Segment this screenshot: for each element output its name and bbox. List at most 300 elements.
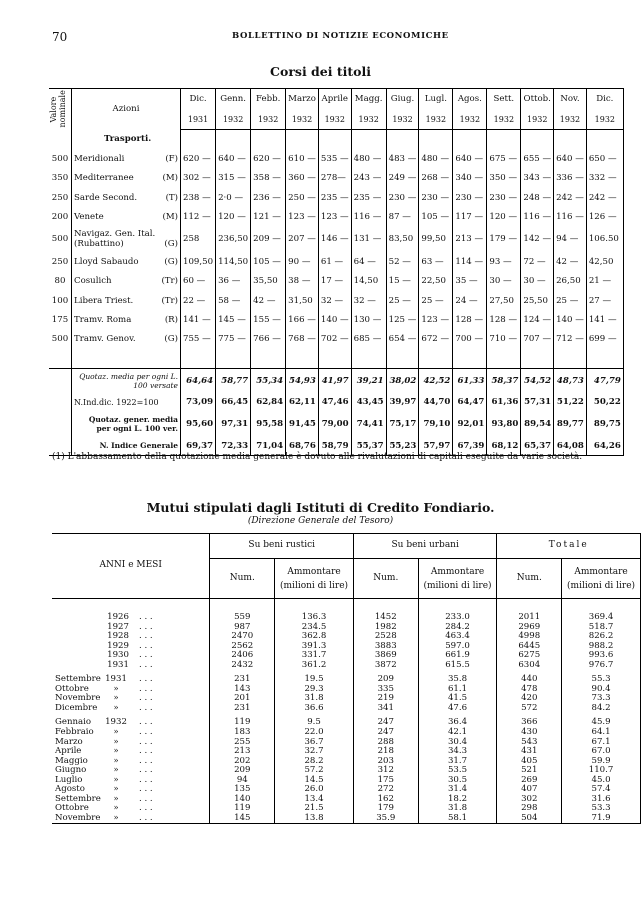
year-label: 1931 <box>107 659 129 670</box>
value-cell: 699 — <box>586 330 623 349</box>
azione-name: Tramv. Genov. <box>74 334 136 345</box>
value-cell: 128 — <box>487 310 521 329</box>
azione-cell <box>72 207 181 226</box>
summary-label: Quotaz. gener. media per ogni L. 100 ver. <box>72 412 181 436</box>
value-cell: 826.2 <box>562 632 641 642</box>
value-cell: 31.6 <box>562 795 641 805</box>
month-label: Marzo <box>55 736 83 747</box>
value-cell: 67.1 <box>562 738 641 748</box>
value-cell: 993.6 <box>562 651 641 661</box>
num-header: Num. <box>497 559 562 599</box>
value-cell: 83,50 <box>386 226 419 252</box>
running-title: BOLLETTINO DI NOTIZIE ECONOMICHE <box>232 31 449 41</box>
group-header: Totale <box>497 534 641 559</box>
value-cell: 213 <box>210 747 275 757</box>
value-cell: 41.5 <box>418 694 497 704</box>
summary-value: 54,52 <box>521 369 554 393</box>
value-cell: 142 — <box>521 226 554 252</box>
value-cell: 42 — <box>554 252 587 271</box>
value-cell: 145 — <box>216 310 251 329</box>
value-cell: 343 — <box>521 169 554 188</box>
month-header: Ottob. <box>521 89 554 110</box>
value-cell: 700 — <box>453 330 487 349</box>
value-cell: 247 <box>353 728 418 738</box>
value-cell: 2969 <box>497 623 562 633</box>
value-cell: 143 <box>210 685 275 695</box>
summary-value: 58,79 <box>318 436 351 456</box>
value-cell: 640 — <box>453 149 487 168</box>
year-label: 1928 <box>107 631 129 642</box>
value-cell: 140 — <box>554 310 587 329</box>
value-cell: 28.2 <box>275 757 354 767</box>
value-cell: 179 — <box>487 226 521 252</box>
value-cell: 53.3 <box>562 804 641 814</box>
value-cell: 248 — <box>521 188 554 207</box>
dots-filler: . . . <box>139 765 153 776</box>
ammontare-header: Ammontare (milioni di lire) <box>275 559 354 599</box>
value-cell: 209 — <box>251 226 286 252</box>
summary-value: 65,37 <box>521 436 554 456</box>
value-cell: 768 — <box>286 330 319 349</box>
value-cell: 2·0 — <box>216 188 251 207</box>
value-cell: 123 — <box>286 207 319 226</box>
value-cell: 27 — <box>586 291 623 310</box>
value-cell: 336 — <box>554 169 587 188</box>
value-cell: 236,50 <box>216 226 251 252</box>
value-cell: 3872 <box>353 661 418 671</box>
value-cell: 38 — <box>286 272 319 291</box>
table-row <box>49 330 623 349</box>
value-cell: 235 — <box>318 188 351 207</box>
azione-code: (Tr) <box>161 295 178 306</box>
value-cell: 315 — <box>216 169 251 188</box>
spacer-cell <box>418 599 497 614</box>
summary-value: 72,33 <box>216 436 251 456</box>
year-label: 1926 <box>107 612 129 622</box>
valore-cell: 100 <box>49 291 72 310</box>
summary-value: 71,04 <box>251 436 286 456</box>
value-cell: 243 — <box>351 169 386 188</box>
value-cell: 480 — <box>351 149 386 168</box>
value-cell: 284.2 <box>418 623 497 633</box>
value-cell: 340 — <box>453 169 487 188</box>
value-cell: 207 — <box>286 226 319 252</box>
col-azioni-header: Azioni <box>72 89 181 130</box>
value-cell: 47.6 <box>418 704 497 714</box>
value-cell: 233.0 <box>418 613 497 623</box>
spacer-cell <box>216 349 251 369</box>
month-label: Gennaio <box>55 717 92 728</box>
value-cell: 213 — <box>453 226 487 252</box>
dots-filler: . . . <box>139 640 153 651</box>
year-label: 1930 <box>107 650 129 661</box>
summary-value: 61,33 <box>453 369 487 393</box>
value-cell: 620 — <box>251 149 286 168</box>
summary-value: 55,37 <box>351 436 386 456</box>
value-cell: 15 — <box>386 272 419 291</box>
value-cell: 269 <box>497 776 562 786</box>
azione-code: (G) <box>164 334 178 345</box>
value-cell: 25 — <box>419 291 453 310</box>
dots-filler: . . . <box>139 793 153 804</box>
data-row <box>52 661 641 671</box>
azione-code: (R) <box>164 315 178 326</box>
dots-filler: . . . <box>139 650 153 661</box>
value-cell: 655 — <box>521 149 554 168</box>
value-cell: 6304 <box>497 661 562 671</box>
value-cell: 3883 <box>353 642 418 652</box>
summary-value: 73,09 <box>181 393 216 412</box>
year-header: 1932 <box>286 109 319 130</box>
value-cell: 2470 <box>210 632 275 642</box>
year-label: » <box>113 727 119 738</box>
empty-cell <box>251 130 286 150</box>
value-cell: 209 <box>210 766 275 776</box>
group-header: Su beni rustici <box>210 534 353 559</box>
valore-cell: 80 <box>49 272 72 291</box>
summary-value: 79,00 <box>318 412 351 436</box>
value-cell: 702 — <box>318 330 351 349</box>
value-cell: 57.2 <box>275 766 354 776</box>
summary-row <box>49 412 623 436</box>
period-cell <box>52 704 210 714</box>
value-cell: 650 — <box>586 149 623 168</box>
summary-row <box>49 393 623 412</box>
value-cell: 141 — <box>586 310 623 329</box>
value-cell: 145 <box>210 814 275 824</box>
value-cell: 32 — <box>318 291 351 310</box>
value-cell: 45.0 <box>562 776 641 786</box>
value-cell: 21 — <box>586 272 623 291</box>
value-cell: 478 <box>497 685 562 695</box>
value-cell: 360 — <box>286 169 319 188</box>
azione-cell <box>72 226 181 252</box>
value-cell: 110.7 <box>562 766 641 776</box>
value-cell: 94 — <box>554 226 587 252</box>
empty-cell <box>386 130 419 150</box>
summary-value: 79,10 <box>419 412 453 436</box>
value-cell: 22.0 <box>275 728 354 738</box>
value-cell: 278— <box>318 169 351 188</box>
month-label: Febbraio <box>55 727 94 738</box>
summary-value: 97,31 <box>216 412 251 436</box>
value-cell: 93 — <box>487 252 521 271</box>
year-label: » <box>113 736 119 747</box>
value-cell: 6275 <box>497 651 562 661</box>
value-cell: 231 <box>210 675 275 685</box>
dots-filler: . . . <box>139 702 153 713</box>
value-cell: 238 — <box>181 188 216 207</box>
value-cell: 235 — <box>351 188 386 207</box>
spacer-cell <box>586 349 623 369</box>
summary-value: 89,77 <box>554 412 587 436</box>
empty-cell <box>351 130 386 150</box>
spacer-cell <box>275 599 354 614</box>
value-cell: 672 — <box>419 330 453 349</box>
year-label: » <box>113 812 119 823</box>
summary-value: 67,39 <box>453 436 487 456</box>
value-cell: 230 — <box>419 188 453 207</box>
value-cell: 2432 <box>210 661 275 671</box>
value-cell: 331.7 <box>275 651 354 661</box>
month-label: Settembre <box>55 793 101 804</box>
value-cell: 483 — <box>386 149 419 168</box>
value-cell: 25 — <box>554 291 587 310</box>
value-cell: 2011 <box>497 613 562 623</box>
spacer-cell <box>52 599 210 614</box>
value-cell: 58 — <box>216 291 251 310</box>
value-cell: 987 <box>210 623 275 633</box>
value-cell: 312 <box>353 766 418 776</box>
azione-code: (Tr) <box>161 276 178 287</box>
value-cell: 112 — <box>181 207 216 226</box>
summary-value: 64,64 <box>181 369 216 393</box>
value-cell: 116 — <box>554 207 587 226</box>
value-cell: 35.8 <box>418 675 497 685</box>
azione-code: (M) <box>162 211 178 222</box>
value-cell: 35,50 <box>251 272 286 291</box>
valore-cell: 500 <box>49 330 72 349</box>
col-anni-header: ANNI e MESI <box>52 534 210 599</box>
value-cell: 362.8 <box>275 632 354 642</box>
spacer-cell <box>419 349 453 369</box>
spacer-cell <box>353 599 418 614</box>
year-label: » <box>113 683 119 694</box>
value-cell: 22,50 <box>419 272 453 291</box>
value-cell: 31.7 <box>418 757 497 767</box>
month-header: Dic. <box>181 89 216 110</box>
table-row <box>49 226 623 252</box>
value-cell: 35 — <box>453 272 487 291</box>
value-cell: 480 — <box>419 149 453 168</box>
value-cell: 64.1 <box>562 728 641 738</box>
value-cell: 30 — <box>487 272 521 291</box>
value-cell: 661.9 <box>418 651 497 661</box>
value-cell: 42 — <box>251 291 286 310</box>
year-label: 1929 <box>107 640 129 651</box>
year-label: » <box>113 803 119 814</box>
value-cell: 332 — <box>586 169 623 188</box>
spacer-cell <box>318 349 351 369</box>
summary-value: 38,02 <box>386 369 419 393</box>
value-cell: 131 — <box>351 226 386 252</box>
dots-filler: . . . <box>139 755 153 766</box>
summary-value: 39,21 <box>351 369 386 393</box>
dots-filler: . . . <box>139 631 153 642</box>
value-cell: 2562 <box>210 642 275 652</box>
month-header: Giug. <box>386 89 419 110</box>
value-cell: 976.7 <box>562 661 641 671</box>
value-cell: 58.1 <box>418 814 497 824</box>
dots-filler: . . . <box>139 736 153 747</box>
summary-value: 43,45 <box>351 393 386 412</box>
value-cell: 597.0 <box>418 642 497 652</box>
value-cell: 615.5 <box>418 661 497 671</box>
month-label: Ottobre <box>55 683 89 694</box>
azione-code: (G) <box>164 239 178 250</box>
spacer-cell <box>554 349 587 369</box>
year-label: » <box>113 693 119 704</box>
value-cell: 130 — <box>351 310 386 329</box>
spacer-cell <box>521 349 554 369</box>
col-valore-label: Valore nominale <box>49 90 67 128</box>
value-cell: 535 — <box>318 149 351 168</box>
summary-value: 50,22 <box>586 393 623 412</box>
value-cell: 121 — <box>251 207 286 226</box>
page-number: 70 <box>52 30 68 44</box>
summary-value: 64,47 <box>453 393 487 412</box>
month-label: Ottobre <box>55 803 89 814</box>
summary-value: 44,70 <box>419 393 453 412</box>
value-cell: 6445 <box>497 642 562 652</box>
summary-value: 89,54 <box>521 412 554 436</box>
value-cell: 268 — <box>419 169 453 188</box>
value-cell: 302 <box>497 795 562 805</box>
table-row <box>49 207 623 226</box>
month-header: Sett. <box>487 89 521 110</box>
valore-cell: 200 <box>49 207 72 226</box>
dots-filler: . . . <box>139 774 153 785</box>
dots-filler: . . . <box>139 746 153 757</box>
value-cell: 518.7 <box>562 623 641 633</box>
summary-value: 58,77 <box>216 369 251 393</box>
value-cell: 201 <box>210 694 275 704</box>
month-label: Dicembre <box>55 702 98 713</box>
mortgages-table <box>52 533 641 824</box>
year-header: 1932 <box>351 109 386 130</box>
value-cell: 26,50 <box>554 272 587 291</box>
period-cell <box>52 814 210 824</box>
month-label: Agosto <box>55 784 85 795</box>
value-cell: 440 <box>497 675 562 685</box>
azione-cell <box>72 310 181 329</box>
year-label: » <box>113 784 119 795</box>
value-cell: 242 — <box>586 188 623 207</box>
month-header: Genn. <box>216 89 251 110</box>
azione-name: Meridionali <box>74 153 125 164</box>
value-cell: 117 — <box>453 207 487 226</box>
value-cell: 335 <box>353 685 418 695</box>
summary-blank <box>49 412 72 436</box>
value-cell: 25 — <box>386 291 419 310</box>
month-label: Aprile <box>55 746 82 757</box>
valore-cell: 500 <box>49 149 72 168</box>
value-cell: 420 <box>497 694 562 704</box>
valore-cell: 250 <box>49 252 72 271</box>
summary-blank <box>49 393 72 412</box>
azione-code: (T) <box>165 192 178 203</box>
value-cell: 135 <box>210 785 275 795</box>
summary-value: 42,52 <box>419 369 453 393</box>
value-cell: 175 <box>353 776 418 786</box>
value-cell: 57.4 <box>562 785 641 795</box>
value-cell: 99,50 <box>419 226 453 252</box>
value-cell: 114,50 <box>216 252 251 271</box>
year-label: » <box>113 702 119 713</box>
summary-value: 95,58 <box>251 412 286 436</box>
value-cell: 136.3 <box>275 613 354 623</box>
azione-name: Lloyd Sabaudo <box>74 257 139 268</box>
value-cell: 572 <box>497 704 562 714</box>
spacer-cell <box>181 349 216 369</box>
spacer-cell <box>210 599 275 614</box>
col-valore-header <box>49 89 72 130</box>
value-cell: 13.8 <box>275 814 354 824</box>
summary-value: 47,79 <box>586 369 623 393</box>
value-cell: 120 — <box>487 207 521 226</box>
summary-value: 57,31 <box>521 393 554 412</box>
value-cell: 126 — <box>586 207 623 226</box>
table-row <box>49 149 623 168</box>
dots-filler: . . . <box>139 803 153 814</box>
value-cell: 114 — <box>453 252 487 271</box>
value-cell: 34.3 <box>418 747 497 757</box>
value-cell: 36.4 <box>418 718 497 728</box>
value-cell: 106.50 <box>586 226 623 252</box>
value-cell: 675 — <box>487 149 521 168</box>
summary-value: 55,34 <box>251 369 286 393</box>
year-header: 1932 <box>521 109 554 130</box>
summary-value: 41,97 <box>318 369 351 393</box>
azione-name: Venete <box>74 211 104 222</box>
value-cell: 183 <box>210 728 275 738</box>
value-cell: 25,50 <box>521 291 554 310</box>
value-cell: 247 <box>353 718 418 728</box>
value-cell: 559 <box>210 613 275 623</box>
value-cell: 543 <box>497 738 562 748</box>
spacer-cell <box>351 349 386 369</box>
table2-subtitle: (Direzione Generale del Tesoro) <box>247 516 394 526</box>
value-cell: 1452 <box>353 613 418 623</box>
year-label: » <box>113 774 119 785</box>
value-cell: 45.9 <box>562 718 641 728</box>
summary-value: 89,75 <box>586 412 623 436</box>
year-label: » <box>113 765 119 776</box>
value-cell: 119 <box>210 718 275 728</box>
year-label: » <box>113 755 119 766</box>
dots-filler: . . . <box>139 717 153 728</box>
value-cell: 35.9 <box>353 814 418 824</box>
valore-cell: 350 <box>49 169 72 188</box>
value-cell: 141 — <box>181 310 216 329</box>
year-label: 1932 <box>105 717 127 728</box>
year-label: 1927 <box>107 621 129 632</box>
value-cell: 209 <box>353 675 418 685</box>
table-row <box>49 310 623 329</box>
value-cell: 21.5 <box>275 804 354 814</box>
value-cell: 685 — <box>351 330 386 349</box>
dots-filler: . . . <box>139 683 153 694</box>
section-label: Trasporti. <box>72 130 181 150</box>
value-cell: 369.4 <box>562 613 641 623</box>
value-cell: 230 — <box>453 188 487 207</box>
value-cell: 407 <box>497 785 562 795</box>
year-label: 1931 <box>105 674 127 685</box>
group-header: Su beni urbani <box>353 534 496 559</box>
value-cell: 14,50 <box>351 272 386 291</box>
azione-cell <box>72 272 181 291</box>
spacer-cell <box>49 349 72 369</box>
value-cell: 31.8 <box>275 694 354 704</box>
period-cell <box>52 623 210 633</box>
summary-value: 92,01 <box>453 412 487 436</box>
value-cell: 31.4 <box>418 785 497 795</box>
value-cell: 61 — <box>318 252 351 271</box>
month-header: Magg. <box>351 89 386 110</box>
spacer-cell <box>72 349 181 369</box>
value-cell: 288 <box>353 738 418 748</box>
month-header: Aprile <box>318 89 351 110</box>
